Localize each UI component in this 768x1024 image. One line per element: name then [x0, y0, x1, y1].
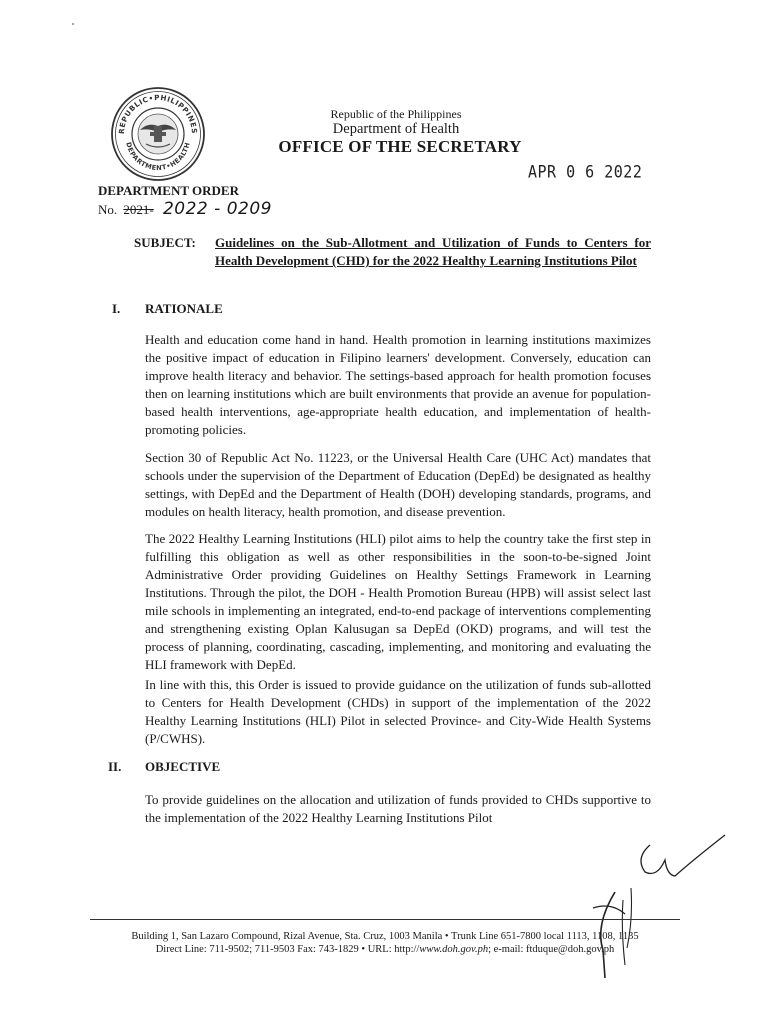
doh-seal-icon — [110, 86, 206, 182]
order-number-handwritten: 2022 - 0209 — [162, 199, 272, 219]
order-number-line — [98, 199, 272, 219]
footer-email[interactable]: ; e-mail: ftduque@doh.gov.ph — [488, 944, 615, 955]
footer-contacts — [90, 944, 680, 955]
section-number: I. — [112, 301, 121, 316]
svg-text:REPUBLIC•PHILIPPINES: REPUBLIC•PHILIPPINES — [116, 92, 200, 135]
footer-url[interactable]: www.doh.gov.ph — [419, 944, 489, 955]
scan-speck — [72, 23, 74, 25]
header-office: OFFICE OF THE SECRETARY — [278, 137, 522, 156]
subject-label: SUBJECT: — [134, 235, 196, 250]
initials-signature-icon — [575, 830, 735, 980]
svg-text:DEPARTMENT•HEALTH: DEPARTMENT•HEALTH — [124, 141, 192, 173]
order-title: DEPARTMENT ORDER — [98, 183, 239, 198]
subject-text: Guidelines on the Sub-Allotment and Utilization of Funds to Centers for Health Development (CHD) for the 2022 Healthy Learning Institutions Pilot — [215, 235, 651, 268]
order-number-label: No. — [98, 202, 118, 217]
footer-rule — [90, 919, 680, 920]
section-title: OBJECTIVE — [145, 759, 221, 774]
paragraph: In line with this, this Order is issued to provide guidance on the utilization of funds sub-allotted to Centers for Health Development (CHDs) in support of the implementation of the 2022 Healthy Learning Institutions (HLI) Pilot in selected Province- and City-Wide Health Systems (P/CWHS). — [145, 677, 651, 746]
order-number-struck: 2021- — [123, 202, 154, 217]
header-republic: Republic of the Philippines — [330, 107, 462, 121]
footer-contacts-prefix: Direct Line: 711-9502; 711-9503 Fax: 743-1829 • URL: http:// — [155, 944, 420, 955]
paragraph: To provide guidelines on the allocation and utilization of funds provided to CHDs supportive to the implementation of the 2022 Healthy Learning Institutions Pilot — [145, 792, 651, 825]
paragraph: Section 30 of Republic Act No. 11223, or the Universal Health Care (UHC Act) mandates that schools under the supervision of the Department of Education (DepEd) be designated as healthy settings, with DepEd and the Department of Health (DOH) developing standards, programs, and modules on health literacy, health promotion, and disease prevention. — [145, 450, 651, 519]
paragraph: Health and education come hand in hand. Health promotion in learning institutions maximizes the positive impact of education in Filipino learners' development. Conversely, education can improve health literacy and behavior. The settings-based approach for health promotion focuses then on learning institutions which are built environments that provide an avenue for population-based health interventions, age-appropriate health education, and implementation of health-promoting policies. — [145, 332, 651, 437]
section-number: II. — [108, 759, 122, 774]
header-department: Department of Health — [332, 121, 460, 137]
footer-address: Building 1, San Lazaro Compound, Rizal Avenue, Sta. Cruz, 1003 Manila • Trunk Line 651-7800 local 1113, 1108, 1135 — [131, 931, 639, 942]
date-stamp: APR 0 6 2022 — [528, 161, 643, 183]
section-title: RATIONALE — [145, 301, 223, 316]
paragraph: The 2022 Healthy Learning Institutions (HLI) pilot aims to help the country take the first step in fulfilling this obligation as well as other responsibilities in the soon-to-be-signed Joint Administrative Order providing Guidelines on Healthy Settings Framework in Learning Institutions. Through the pilot, the DOH - Health Promotion Bureau (HPB) will assist select last mile schools in implementing an integrated, end-to-end package of interventions complementing and strengthening existing Oplan Kalusugan sa DepEd (OKD) programs, and will test the process of planning, coordinating, cascading, implementing, and monitoring and evaluating the HLI framework with DepEd. — [145, 531, 651, 672]
